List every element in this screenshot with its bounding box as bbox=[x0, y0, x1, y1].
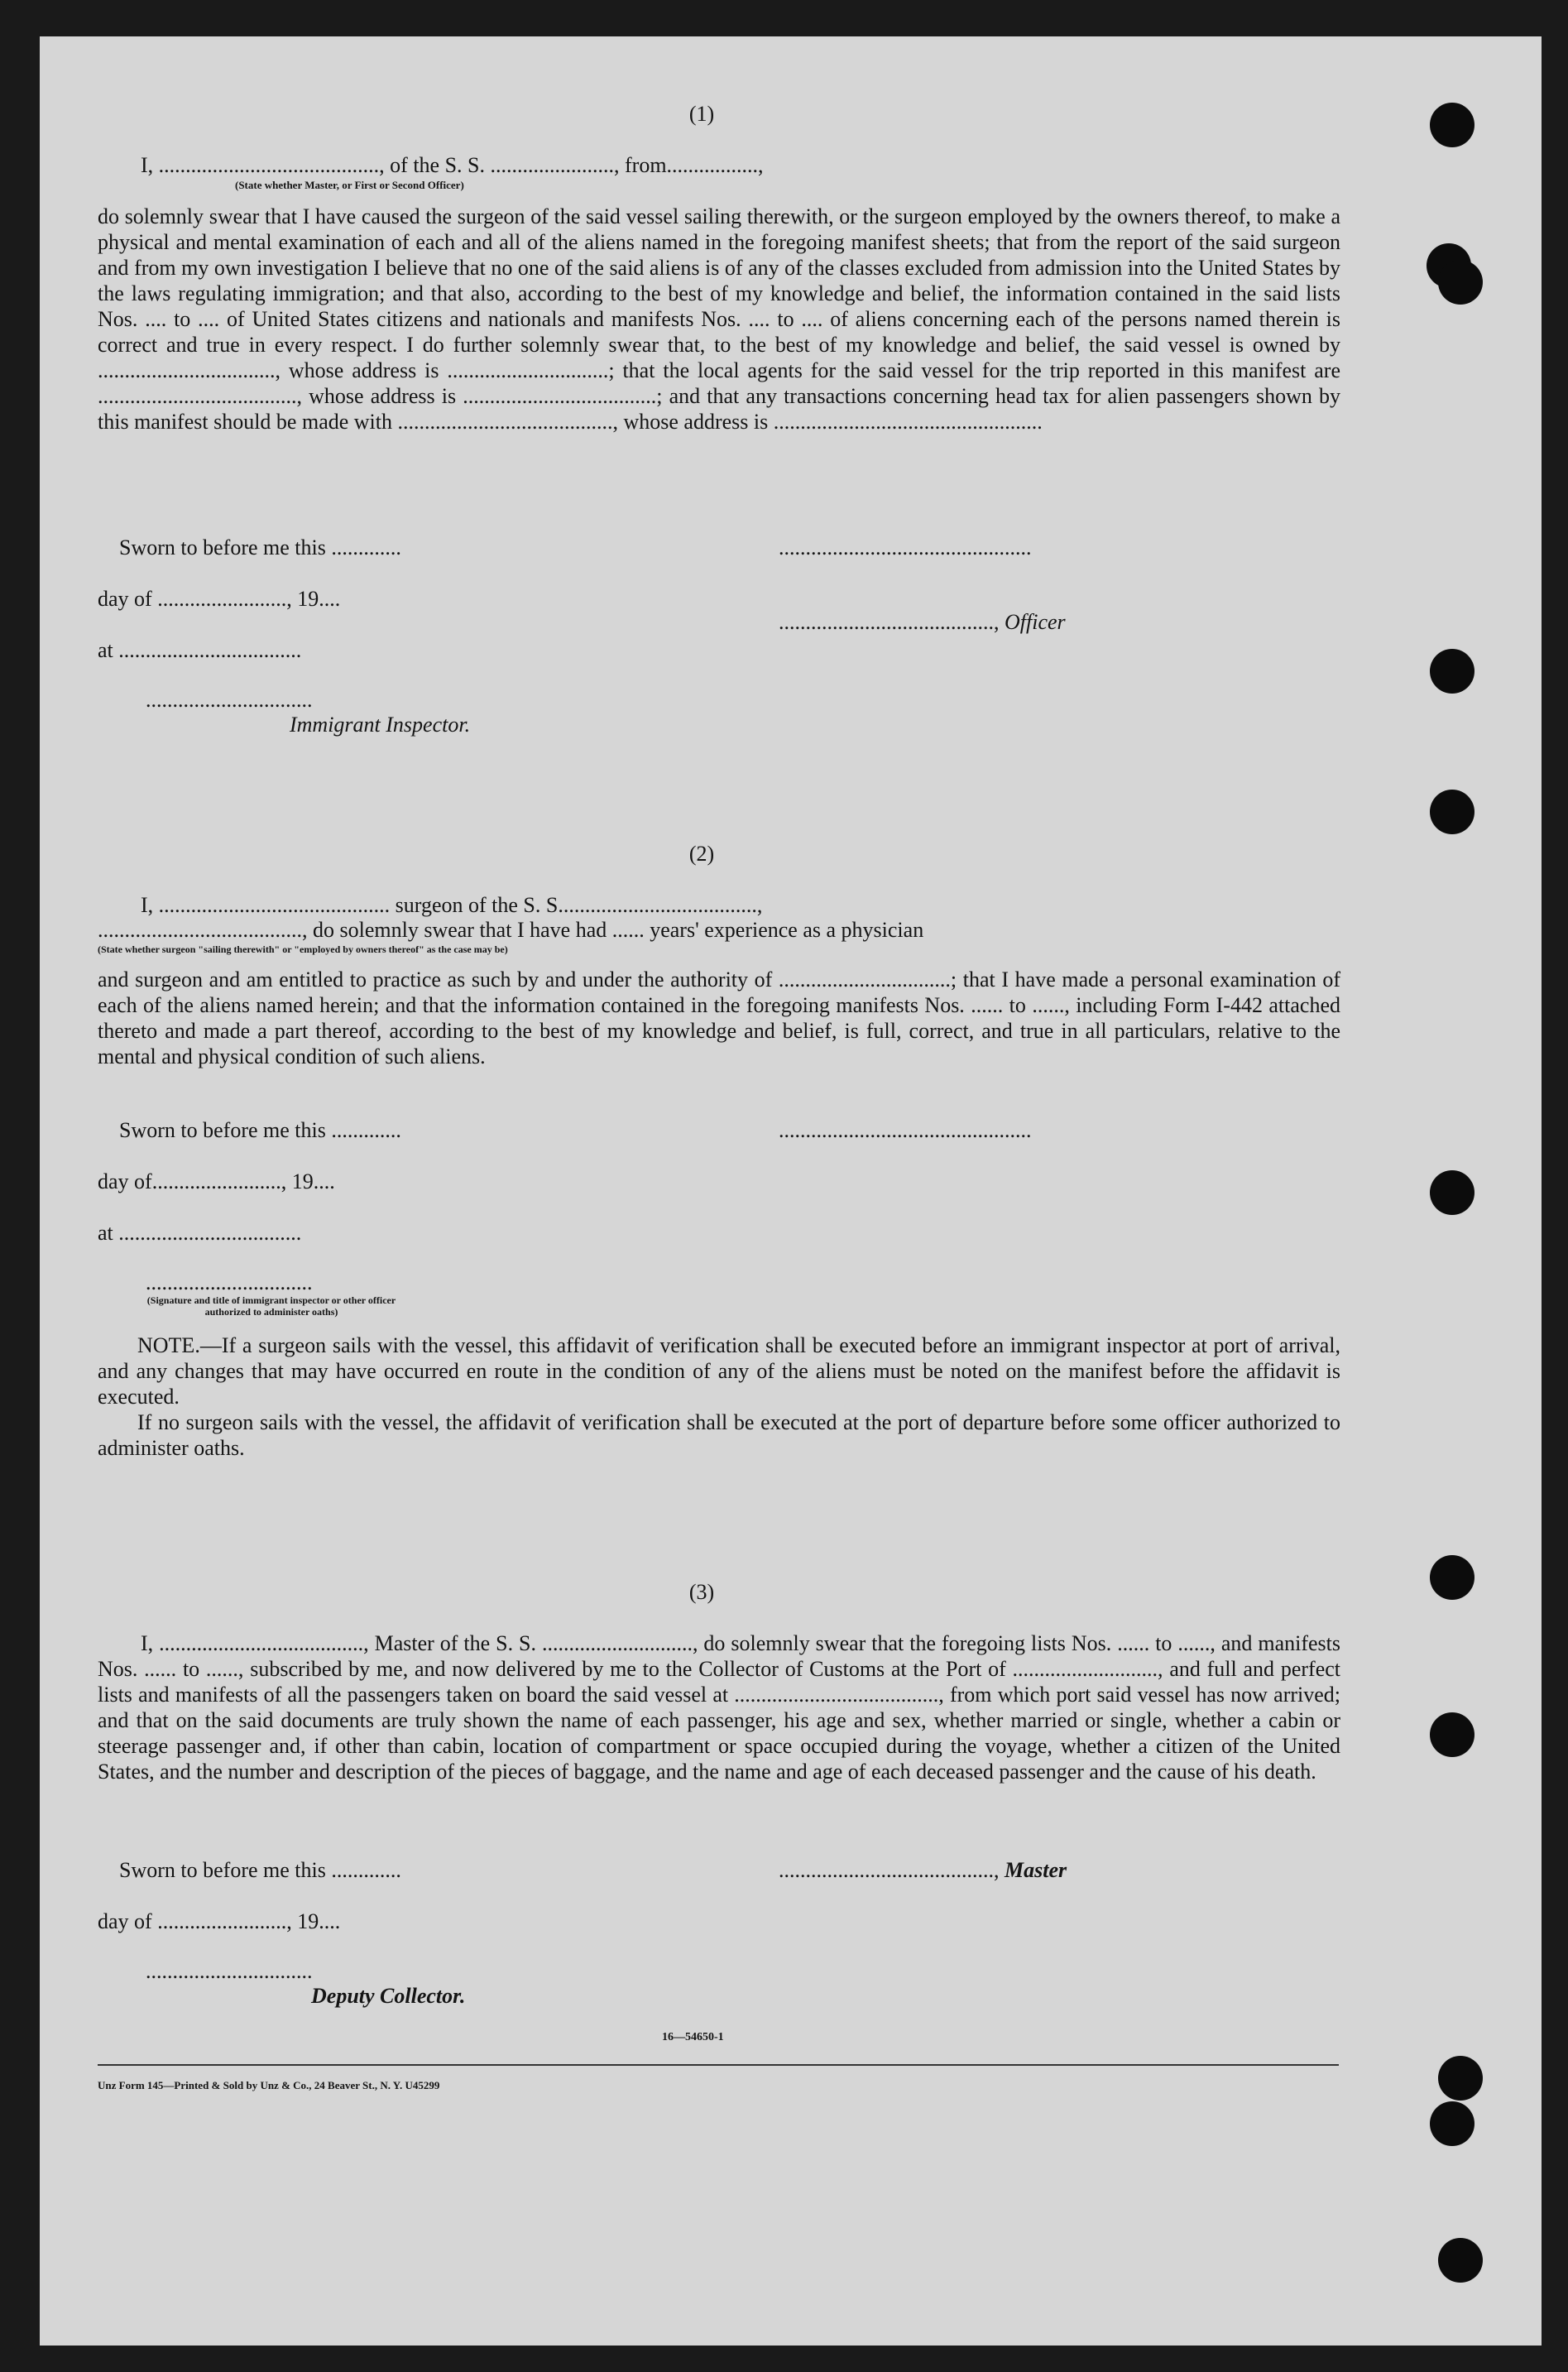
section3-day: day of ........................, 19.... bbox=[98, 1909, 341, 1933]
footer-imprint: Unz Form 145—Printed & Sold by Unz & Co., 24 Beaver St., N. Y. U45299 bbox=[98, 2079, 440, 2091]
master-label: Master bbox=[1005, 1858, 1067, 1882]
punch-hole bbox=[1430, 2101, 1474, 2146]
section2-day: day of........................, 19.... bbox=[98, 1169, 335, 1193]
officer-label: Officer bbox=[1005, 610, 1066, 634]
section2-surgeon-note: (State whether surgeon "sailing therewith" or "employed by owners thereof" as the case may be) bbox=[98, 944, 508, 955]
punch-hole bbox=[1430, 790, 1474, 834]
footer-rule bbox=[98, 2064, 1339, 2066]
section3-heading: (3) bbox=[688, 1580, 715, 1604]
section3-master-signature bbox=[779, 1857, 1067, 1883]
form-sheet bbox=[40, 36, 1542, 2346]
note-text: —If a surgeon sails with the vessel, this affidavit of verification shall be executed before an immigrant inspector at port of arrival, and any changes that may have occurred en route in the condition of any of the aliens must be noted on the manifest before the affidavit is executed. bbox=[98, 1333, 1340, 1409]
punch-hole bbox=[1438, 2238, 1483, 2283]
section1-sworn: Sworn to before me this ............. bbox=[119, 535, 401, 559]
punch-hole bbox=[1438, 260, 1483, 305]
section1-day: day of ........................, 19.... bbox=[98, 587, 341, 611]
section3-collector: Deputy Collector. bbox=[311, 1984, 466, 2008]
section2-heading: (2) bbox=[688, 842, 715, 866]
section1-master-note: (State whether Master, or First or Second Officer) bbox=[235, 179, 464, 191]
section3-collector-line: ............................... bbox=[146, 1959, 313, 1983]
form-number: 16—54650-1 bbox=[662, 2031, 724, 2043]
section2-sworn: Sworn to before me this ............. bbox=[119, 1118, 401, 1142]
section1-sworn-line: ............................................... bbox=[779, 535, 1032, 559]
punch-hole bbox=[1430, 649, 1474, 694]
section2-note2 bbox=[98, 1409, 1340, 1461]
section2-paragraph: and surgeon and am entitled to practice as such by and under the authority of ................................; that I have made a personal examination of each of the aliens named herein; and that the information contained in the foregoing manifests Nos. ...... to ......, including Form I-442 attached thereto and made a part thereof, according to the best of my knowledge and belief, is full, correct, and true in all particulars, relative to the mental and physical condition of such aliens. bbox=[98, 968, 1340, 1068]
section3-sworn: Sworn to before me this ............. bbox=[119, 1858, 401, 1882]
section2-line1: I, ........................................... surgeon of the S. S....................................., bbox=[141, 893, 763, 917]
punch-hole bbox=[1430, 1555, 1474, 1600]
note-label: NOTE. bbox=[137, 1333, 200, 1357]
section1-at: at .................................. bbox=[98, 638, 302, 662]
section1-officer-signature bbox=[779, 609, 1066, 635]
section2-note bbox=[98, 1332, 1340, 1409]
section2-signature-line: ............................... bbox=[146, 1270, 313, 1294]
punch-hole bbox=[1430, 1170, 1474, 1215]
section2-signature-note: (Signature and title of immigrant inspector or other officer authorized to administer oaths) bbox=[146, 1294, 396, 1318]
section2-sworn-line: ............................................... bbox=[779, 1118, 1032, 1142]
section1-line1: I, ........................................., of the S. S. ......................., from................., bbox=[141, 153, 764, 177]
master-line: ........................................, bbox=[779, 1858, 1005, 1882]
section2-line2: ......................................, do solemnly swear that I have had ...... years' experience as a physician bbox=[98, 918, 924, 942]
punch-hole bbox=[1430, 1712, 1474, 1757]
section2-at: at .................................. bbox=[98, 1221, 302, 1245]
section1-inspector-line: ............................... bbox=[146, 688, 313, 712]
section1-heading: (1) bbox=[688, 102, 715, 126]
section1-paragraph: do solemnly swear that I have caused the surgeon of the said vessel sailing therewith, or the surgeon employed by the owners thereof, to make a physical and mental examination of each and all of the aliens named in the foregoing manifest sheets; that from the report of the said surgeon and from my own investigation I believe that no one of the said aliens is of any of the classes excluded from admission into the United States by the laws regulating immigration; and that also, according to the best of my knowledge and belief, the information contained in the said lists Nos. .... to .... of United States citizens and nationals and manifests Nos. .... to .... of aliens concerning each of the persons named therein is correct and true in every respect. I do further solemnly swear that, to the best of my knowledge and belief, the said vessel is owned by ................................., whose address is ..............................; that the local agents for the said vessel for the trip reported in this manifest are ....................................., whose address is ....................................; and that any transactions concerning head tax for alien passengers shown by this manifest should be made with ........................................, whose address is .................................................. bbox=[98, 204, 1340, 434]
punch-hole bbox=[1430, 103, 1474, 147]
section3-paragraph bbox=[98, 1630, 1340, 1784]
section3-paragraph-text: I, ......................................, Master of the S. S. ............................, do solemnly swear that the foregoing lists Nos. ...... to ......, and manifests Nos. ...... to ......, subscribed by me, and now delivered by me to the Collector of Customs at the Port of ..........................., and full and perfect lists and manifests of all the passengers taken on board the said vessel at ......................................, from which port said vessel has now arrived; and that on the said documents are truly shown the name of each passenger, his age and sex, whether married or single, whether a cabin or steerage passenger and, if other than cabin, location of compartment or space occupied during the voyage, whether a citizen of the United States, and the number and description of the pieces of baggage, and the name and age of each deceased passenger and the cause of his death. bbox=[98, 1631, 1340, 1784]
punch-hole bbox=[1438, 2056, 1483, 2101]
section1-inspector: Immigrant Inspector. bbox=[290, 713, 471, 737]
note-text2: If no surgeon sails with the vessel, the affidavit of verification shall be executed at the port of departure before some officer authorized to administer oaths. bbox=[98, 1410, 1340, 1460]
officer-line: ........................................, bbox=[779, 610, 1005, 634]
